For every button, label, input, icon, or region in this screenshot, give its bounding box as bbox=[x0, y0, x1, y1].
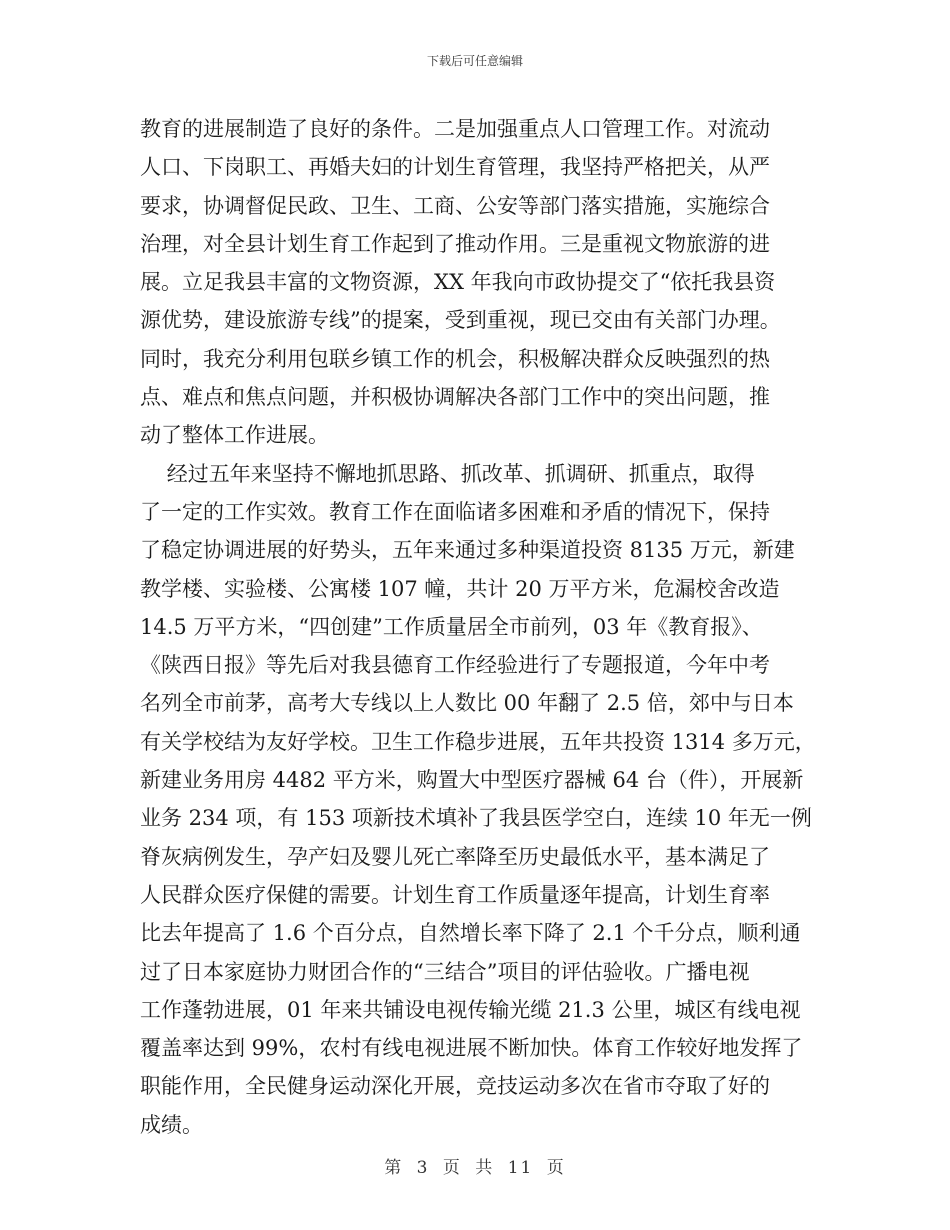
body-line: 工作蓬勃进展，01 年来共铺设电视传输光缆 21.3 公里，城区有线电视 bbox=[140, 997, 801, 1022]
body-line: 14.5 万平方米，“四创建”工作质量居全市前列，03 年《教育报》、 bbox=[140, 614, 763, 639]
body-line: 业务 234 项，有 153 项新技术填补了我县医学空白，连续 10 年无一例 bbox=[140, 806, 812, 831]
body-text bbox=[140, 110, 820, 1144]
body-line: 覆盖率达到 99%，农村有线电视进展不断加快。体育工作较好地发挥了 bbox=[140, 1036, 803, 1061]
body-line: 名列全市前茅，高考大专线以上人数比 00 年翻了 2.5 倍，郊中与日本 bbox=[140, 691, 794, 716]
body-line: 过了日本家庭协力财团合作的“三结合”项目的评估验收。广播电视 bbox=[140, 959, 750, 984]
body-line: 职能作用，全民健身运动深化开展，竞技运动多次在省市夺取了好的 bbox=[140, 1074, 770, 1099]
body-line: 经过五年来坚持不懈地抓思路、抓改革、抓调研、抓重点，取得 bbox=[140, 461, 755, 486]
body-line: 教学楼、实验楼、公寓楼 107 幢，共计 20 万平方米，危漏校舍改造 bbox=[140, 576, 780, 601]
body-line: 了一定的工作实效。教育工作在面临诸多困难和矛盾的情况下，保持 bbox=[140, 499, 770, 524]
body-line: 源优势，建设旅游专线”的提案，受到重视，现已交由有关部门办理。 bbox=[140, 308, 781, 333]
body-line: 新建业务用房 4482 平方米，购置大中型医疗器械 64 台（件），开展新 bbox=[140, 768, 804, 793]
body-line: 《陕西日报》等先后对我县德育工作经验进行了专题报道，今年中考 bbox=[140, 653, 770, 678]
body-line: 点、难点和焦点问题，并积极协调解决各部门工作中的突出问题，推 bbox=[140, 385, 770, 410]
body-line: 人口、下岗职工、再婚夫妇的计划生育管理，我坚持严格把关，从严 bbox=[140, 155, 770, 180]
body-line: 成绩。 bbox=[140, 1112, 203, 1137]
body-line: 动了整体工作进展。 bbox=[140, 423, 329, 448]
body-line: 有关学校结为友好学校。卫生工作稳步进展，五年共投资 1314 多万元， bbox=[140, 729, 816, 754]
body-line: 比去年提高了 1.6 个百分点，自然增长率下降了 2.1 个千分点，顺利通 bbox=[140, 921, 801, 946]
body-line: 展。立足我县丰富的文物资源，XX 年我向市政协提交了“依托我县资 bbox=[140, 270, 776, 295]
body-line: 脊灰病例发生，孕产妇及婴儿死亡率降至历史最低水平，基本满足了 bbox=[140, 844, 770, 869]
page-header: 下载后可任意编辑 bbox=[426, 54, 523, 68]
body-line: 同时，我充分利用包联乡镇工作的机会，积极解决群众反映强烈的热 bbox=[140, 346, 770, 371]
body-line: 教育的进展制造了良好的条件。二是加强重点人口管理工作。对流动 bbox=[140, 117, 770, 141]
body-line: 要求，协调督促民政、卫生、工商、公安等部门落实措施，实施综合 bbox=[140, 193, 770, 218]
body-line: 了稳定协调进展的好势头，五年来通过多种渠道投资 8135 万元，新建 bbox=[140, 538, 795, 563]
page-footer: 第 3 页 共 11 页 bbox=[384, 1158, 566, 1178]
body-line: 人民群众医疗保健的需要。计划生育工作质量逐年提高，计划生育率 bbox=[140, 882, 770, 907]
body-line: 治理，对全县计划生育工作起到了推动作用。三是重视文物旅游的进 bbox=[140, 231, 770, 256]
